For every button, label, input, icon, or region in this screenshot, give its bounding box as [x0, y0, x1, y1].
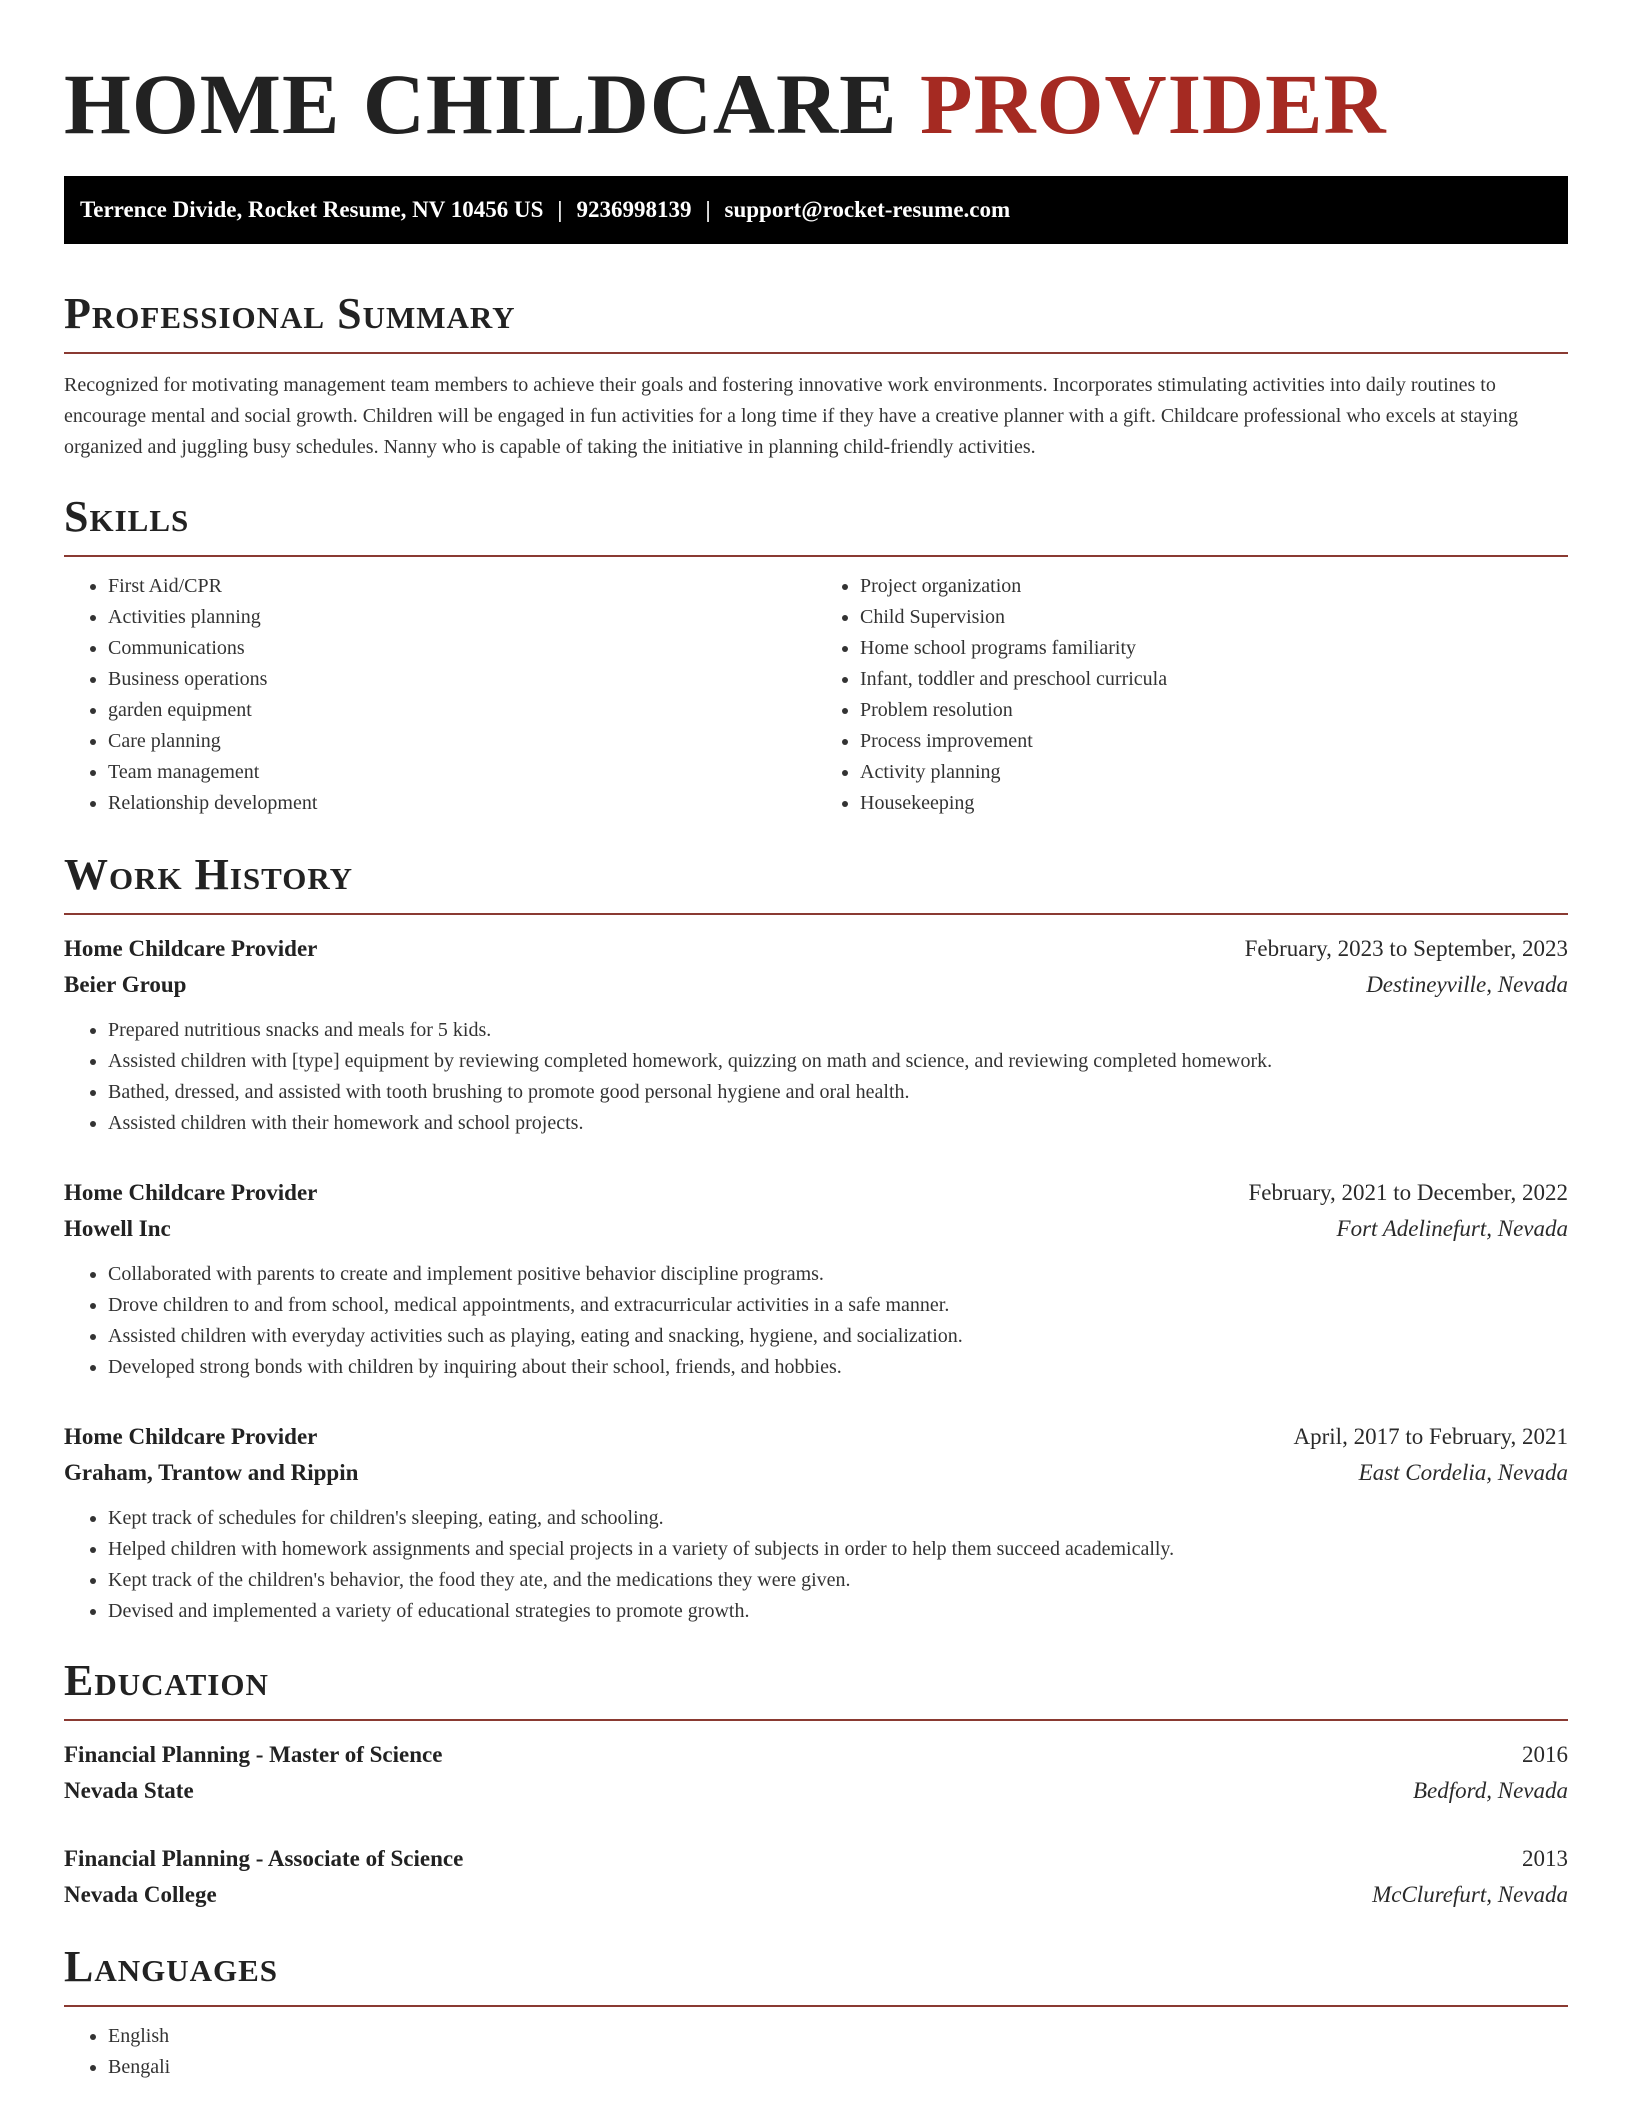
job-company: Beier Group: [64, 972, 187, 997]
education-year: 2013: [1522, 1846, 1568, 1871]
job-role: Home Childcare Provider: [64, 936, 318, 961]
name-part-2: PROVIDER: [919, 56, 1387, 152]
education-school: Nevada College: [64, 1882, 217, 1907]
skills-section: [64, 489, 1568, 819]
job-dates: April, 2017 to February, 2021: [1293, 1424, 1568, 1449]
job-bullet: • Drove children to and from school, medical appointments, and extracurricular activities in a safe manner.: [108, 1290, 1568, 1321]
job-role: Home Childcare Provider: [64, 1180, 318, 1205]
education-school-row: [64, 1877, 1568, 1913]
job-bullet: • Devised and implemented a variety of educational strategies to promote growth.: [108, 1596, 1568, 1627]
summary-text: Recognized for motivating management team members to achieve their goals and fostering innovative work environments. Incorporates stimulating activities into daily routines to encourage mental and social growth. Children will be engaged in fun activities for a long time if they have a creative planner with a gift. Childcare professional who excels at staying organized and juggling busy schedules. Nanny who is capable of taking the initiative in planning child-friendly activities.: [64, 374, 1518, 458]
contact-email: support@rocket-resume.com: [724, 197, 1011, 222]
education-year: 2016: [1522, 1742, 1568, 1767]
skills-list-left: [64, 571, 816, 819]
job-header-row: [64, 931, 1568, 967]
education-entry: [64, 1841, 1568, 1913]
job-bullet: • Bathed, dressed, and assisted with tooth brushing to promote good personal hygiene and oral health.: [108, 1077, 1568, 1108]
education-location: McClurefurt, Nevada: [1372, 1882, 1568, 1907]
skill-item: • Business operations: [108, 664, 816, 695]
skill-item: • Care planning: [108, 726, 816, 757]
section-title-work-history: Work History: [64, 847, 1568, 915]
job-location: Fort Adelinefurt, Nevada: [1336, 1216, 1568, 1241]
skill-item: • Activities planning: [108, 602, 816, 633]
job-bullet: • Developed strong bonds with children by inquiring about their school, friends, and hobbies.: [108, 1352, 1568, 1383]
job-role: Home Childcare Provider: [64, 1424, 318, 1449]
job-bullets: [64, 1503, 1568, 1627]
skill-item: • Project organization: [860, 571, 1568, 602]
job-company-row: [64, 967, 1568, 1003]
work-history-section: [64, 847, 1568, 1627]
job-bullet: • Collaborated with parents to create and implement positive behavior discipline programs.: [108, 1259, 1568, 1290]
skills-columns: [64, 571, 1568, 819]
job-entry: [64, 931, 1568, 1139]
education-school: Nevada State: [64, 1778, 194, 1803]
job-header-row: [64, 1419, 1568, 1455]
section-title-education: Education: [64, 1653, 1568, 1721]
skill-item: • Home school programs familiarity: [860, 633, 1568, 664]
education-degree: Financial Planning - Associate of Science: [64, 1846, 464, 1871]
education-header-row: [64, 1737, 1568, 1773]
skill-item: • Child Supervision: [860, 602, 1568, 633]
job-entry: [64, 1175, 1568, 1383]
job-dates: February, 2021 to December, 2022: [1248, 1180, 1568, 1205]
language-item: • English: [108, 2021, 1568, 2052]
job-company-row: [64, 1455, 1568, 1491]
contact-separator: |: [705, 197, 711, 222]
skills-list-right: [816, 571, 1568, 819]
language-item: • Bengali: [108, 2052, 1568, 2083]
job-company: Howell Inc: [64, 1216, 171, 1241]
education-section: [64, 1653, 1568, 1913]
job-bullet: • Assisted children with their homework and school projects.: [108, 1108, 1568, 1139]
job-bullets: [64, 1259, 1568, 1383]
education-location: Bedford, Nevada: [1412, 1778, 1568, 1803]
job-bullet: • Assisted children with [type] equipment by reviewing completed homework, quizzing on math and science, and reviewing completed homework.: [108, 1046, 1568, 1077]
resume-name: [64, 56, 1568, 152]
job-bullet: • Kept track of schedules for children's sleeping, eating, and schooling.: [108, 1503, 1568, 1534]
contact-phone: 9236998139: [576, 197, 692, 222]
skill-item: • Problem resolution: [860, 695, 1568, 726]
skill-item: • Team management: [108, 757, 816, 788]
job-entry: [64, 1419, 1568, 1627]
skill-item: • Activity planning: [860, 757, 1568, 788]
job-company-row: [64, 1211, 1568, 1247]
job-bullet: • Helped children with homework assignments and special projects in a variety of subjects in order to help them succeed academically.: [108, 1534, 1568, 1565]
skill-item: • Infant, toddler and preschool curricula: [860, 664, 1568, 695]
job-location: Destineyville, Nevada: [1366, 972, 1568, 997]
job-header-row: [64, 1175, 1568, 1211]
skill-item: • garden equipment: [108, 695, 816, 726]
skill-item: • Housekeeping: [860, 788, 1568, 819]
education-degree: Financial Planning - Master of Science: [64, 1742, 443, 1767]
education-entry: [64, 1737, 1568, 1809]
job-bullet: • Prepared nutritious snacks and meals for 5 kids.: [108, 1015, 1568, 1046]
job-company: Graham, Trantow and Rippin: [64, 1460, 359, 1485]
languages-section: [64, 1939, 1568, 2083]
skill-item: • Communications: [108, 633, 816, 664]
job-bullets: [64, 1015, 1568, 1139]
job-bullet: • Kept track of the children's behavior, the food they ate, and the medications they were given.: [108, 1565, 1568, 1596]
contact-bar: [64, 176, 1568, 244]
job-dates: February, 2023 to September, 2023: [1244, 936, 1568, 961]
contact-address: Terrence Divide, Rocket Resume, NV 10456 US: [80, 197, 544, 222]
job-location: East Cordelia, Nevada: [1358, 1460, 1568, 1485]
education-school-row: [64, 1773, 1568, 1809]
section-title-summary: Professional Summary: [64, 286, 1568, 354]
section-title-skills: Skills: [64, 489, 1568, 557]
name-part-1: HOME CHILDCARE: [64, 56, 898, 152]
summary-section: [64, 286, 1568, 463]
languages-list: [64, 2021, 1568, 2083]
skill-item: • Process improvement: [860, 726, 1568, 757]
education-header-row: [64, 1841, 1568, 1877]
skill-item: • First Aid/CPR: [108, 571, 816, 602]
skill-item: • Relationship development: [108, 788, 816, 819]
contact-separator: |: [557, 197, 563, 222]
section-title-languages: Languages: [64, 1939, 1568, 2007]
job-bullet: • Assisted children with everyday activities such as playing, eating and snacking, hygiene, and socialization.: [108, 1321, 1568, 1352]
